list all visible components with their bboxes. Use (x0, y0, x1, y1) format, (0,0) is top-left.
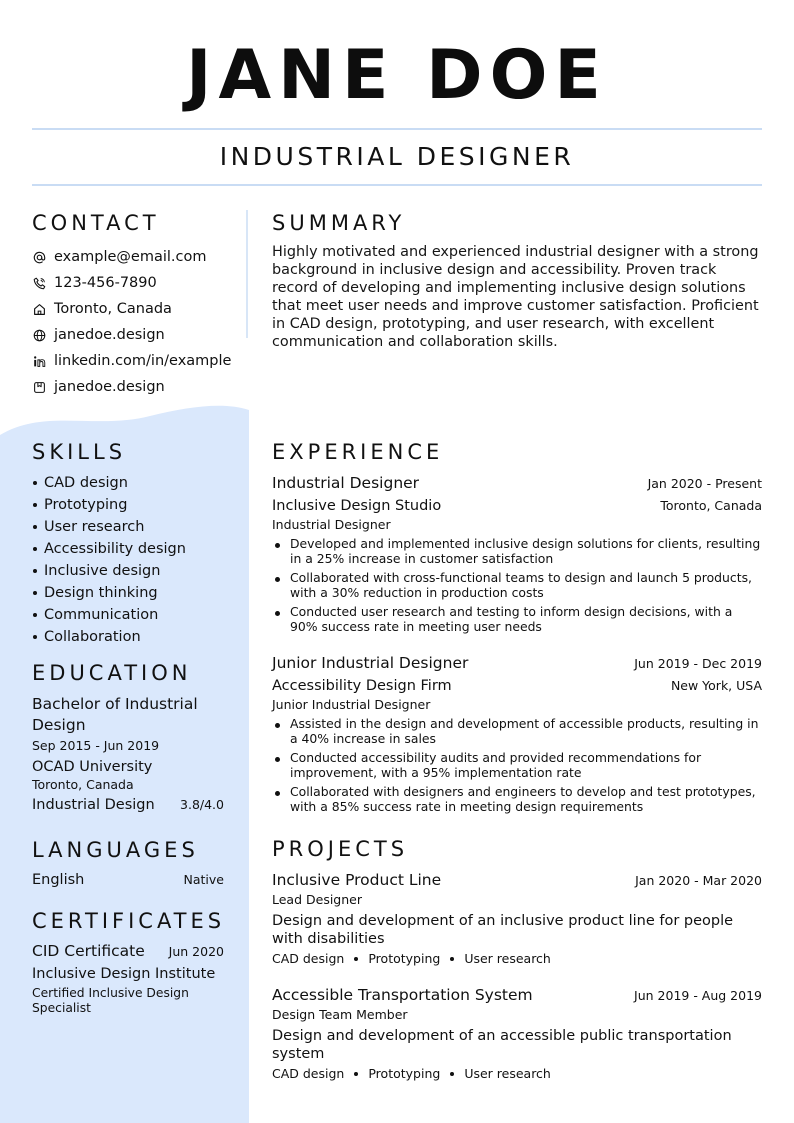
header-rule-top (32, 128, 762, 130)
certificate-description: Certified Inclusive Design Specialist (32, 986, 189, 1015)
experience-company-row (272, 673, 762, 696)
experience-bullets (272, 536, 762, 634)
education-dates: Sep 2015 - Jun 2019 (32, 738, 160, 753)
experience-role: Industrial Designer (272, 474, 420, 492)
contact-location (32, 296, 242, 322)
bullet-text: Conducted user research and testing to inform design decisions, with a 90% success rate in meeting user needs (290, 604, 733, 634)
experience-entry (272, 653, 762, 818)
certificate-issuer: Inclusive Design Institute (32, 966, 216, 982)
project-header (272, 870, 762, 890)
language-row (32, 870, 224, 890)
education-field: Industrial Design (32, 797, 155, 813)
tag-separator-dot (450, 957, 454, 961)
certificates-heading: CERTIFICATES (32, 909, 226, 933)
skill-item (32, 472, 242, 494)
summary-text: Highly motivated and experienced industrial designer with a strong background in inclusive design and accessibility. Proven track record of developing and implementing inclusive design solutions that meet user needs and improve customer satisfaction. Proficient in CAD design, prototyping, and user research, with excellent communication and collaboration skills. (272, 244, 759, 350)
experience-subtitle: Junior Industrial Designer (272, 697, 431, 712)
bullet-dot (33, 503, 37, 507)
experience-entry (272, 473, 762, 638)
skill-item (32, 516, 242, 538)
skill-item (32, 626, 242, 648)
phone-icon (32, 276, 47, 291)
project-tag: User research (464, 1066, 551, 1081)
header-rule-bottom (32, 184, 762, 186)
job-title: INDUSTRIAL DESIGNER (219, 142, 575, 171)
bullet-dot (33, 635, 37, 639)
experience-bullet (272, 570, 762, 600)
summary-heading: SUMMARY (272, 211, 406, 235)
experience-heading: EXPERIENCE (272, 440, 444, 464)
skill-label: Collaboration (44, 629, 141, 645)
tag-separator-dot (450, 1072, 454, 1076)
bullet-dot (33, 525, 37, 529)
bullet-dot (275, 577, 280, 582)
project-tag: User research (464, 951, 551, 966)
bullet-text: Developed and implemented inclusive design solutions for clients, resulting in a 25% increase in customer satisfaction (290, 536, 761, 566)
tag-separator-dot (354, 957, 358, 961)
home-icon (32, 302, 47, 317)
contact-website-text: janedoe.design (54, 327, 165, 343)
skill-item (32, 538, 242, 560)
experience-location: Toronto, Canada (660, 498, 762, 513)
bullet-dot (33, 569, 37, 573)
project-description: Design and development of an inclusive product line for people with disabilities (272, 913, 734, 947)
bullet-dot (275, 757, 280, 762)
languages-heading: LANGUAGES (32, 838, 199, 862)
project-dates: Jun 2019 - Aug 2019 (634, 988, 762, 1003)
project-dates: Jan 2020 - Mar 2020 (635, 873, 762, 888)
education-school: OCAD University (32, 759, 153, 775)
skill-label: CAD design (44, 475, 128, 491)
skill-label: Prototyping (44, 497, 128, 513)
bullet-dot (33, 481, 37, 485)
education-gpa: 3.8/4.0 (180, 797, 224, 812)
education-field-row (32, 795, 224, 815)
bullet-dot (275, 791, 280, 796)
skills-heading: SKILLS (32, 440, 127, 464)
experience-bullet (272, 604, 762, 634)
skill-label: Design thinking (44, 585, 158, 601)
bullet-text: Collaborated with designers and engineers to develop and test prototypes, with a 85% success rate in meeting design requirements (290, 784, 756, 814)
contact-phone[interactable] (32, 270, 242, 296)
contact-list (32, 244, 242, 400)
language-level: Native (183, 872, 224, 887)
experience-company: Accessibility Design Firm (272, 678, 452, 694)
bullet-dot (33, 547, 37, 551)
bullet-dot (33, 591, 37, 595)
contact-phone-text: 123-456-7890 (54, 275, 157, 291)
project-tag: Prototyping (368, 951, 441, 966)
project-name: Inclusive Product Line (272, 871, 442, 889)
bullet-dot (275, 611, 280, 616)
experience-company-row (272, 493, 762, 516)
certificate-date: Jun 2020 (168, 944, 224, 959)
globe-icon (32, 328, 47, 343)
certificate-header (32, 941, 224, 962)
bullet-dot (275, 723, 280, 728)
education-location: Toronto, Canada (32, 777, 134, 792)
project-tag: CAD design (272, 1066, 345, 1081)
skill-item (32, 604, 242, 626)
experience-bullet (272, 536, 762, 566)
skill-label: Accessibility design (44, 541, 186, 557)
project-entry (272, 870, 762, 966)
bullet-dot (275, 543, 280, 548)
linkedin-icon (32, 354, 47, 369)
experience-dates: Jun 2019 - Dec 2019 (634, 656, 762, 671)
experience-subtitle: Industrial Designer (272, 517, 391, 532)
bullet-text: Collaborated with cross-functional teams to design and launch 5 products, with a 30% reduction in production costs (290, 570, 752, 600)
skill-item (32, 582, 242, 604)
project-entry (272, 985, 762, 1081)
contact-portfolio[interactable] (32, 374, 242, 400)
portfolio-icon (32, 380, 47, 395)
project-tags (272, 951, 762, 966)
experience-bullet (272, 716, 762, 746)
skills-list (32, 472, 242, 648)
bullet-dot (33, 613, 37, 617)
contact-linkedin[interactable] (32, 348, 242, 374)
education-entry (32, 694, 224, 815)
contact-location-text: Toronto, Canada (54, 301, 172, 317)
skill-label: Communication (44, 607, 159, 623)
bullet-text: Conducted accessibility audits and provided recommendations for improvement, with a 95% implementation rate (290, 750, 702, 780)
project-name: Accessible Transportation System (272, 986, 533, 1004)
resume-name: JANE DOE (186, 36, 608, 115)
skill-label: User research (44, 519, 145, 535)
project-description: Design and development of an accessible public transportation system (272, 1028, 732, 1062)
contact-linkedin-text: linkedin.com/in/example (54, 353, 232, 369)
project-tags (272, 1066, 762, 1081)
bullet-text: Assisted in the design and development of accessible products, resulting in a 40% increase in sales (290, 716, 759, 746)
certificate-name: CID Certificate (32, 942, 145, 960)
contact-email-text: example@email.com (54, 249, 207, 265)
column-divider (246, 210, 248, 338)
skill-item (32, 560, 242, 582)
skill-label: Inclusive design (44, 563, 161, 579)
experience-header (272, 473, 762, 493)
project-header (272, 985, 762, 1005)
contact-email[interactable] (32, 244, 242, 270)
project-tag: CAD design (272, 951, 345, 966)
experience-bullet (272, 750, 762, 780)
project-tag: Prototyping (368, 1066, 441, 1081)
experience-dates: Jan 2020 - Present (647, 476, 762, 491)
skill-item (32, 494, 242, 516)
experience-header (272, 653, 762, 673)
contact-heading: CONTACT (32, 211, 160, 235)
project-role: Lead Designer (272, 892, 362, 907)
experience-company: Inclusive Design Studio (272, 498, 442, 514)
tag-separator-dot (354, 1072, 358, 1076)
language-name: English (32, 872, 85, 888)
education-heading: EDUCATION (32, 661, 192, 685)
experience-bullets (272, 716, 762, 814)
at-icon (32, 250, 47, 265)
experience-location: New York, USA (670, 678, 762, 693)
experience-role: Junior Industrial Designer (272, 654, 469, 672)
projects-heading: PROJECTS (272, 837, 409, 861)
project-role: Design Team Member (272, 1007, 408, 1022)
certificate-entry (32, 941, 224, 1016)
contact-website[interactable] (32, 322, 242, 348)
contact-portfolio-text: janedoe.design (54, 379, 165, 395)
experience-bullet (272, 784, 762, 814)
education-degree: Bachelor of Industrial Design (32, 695, 198, 734)
